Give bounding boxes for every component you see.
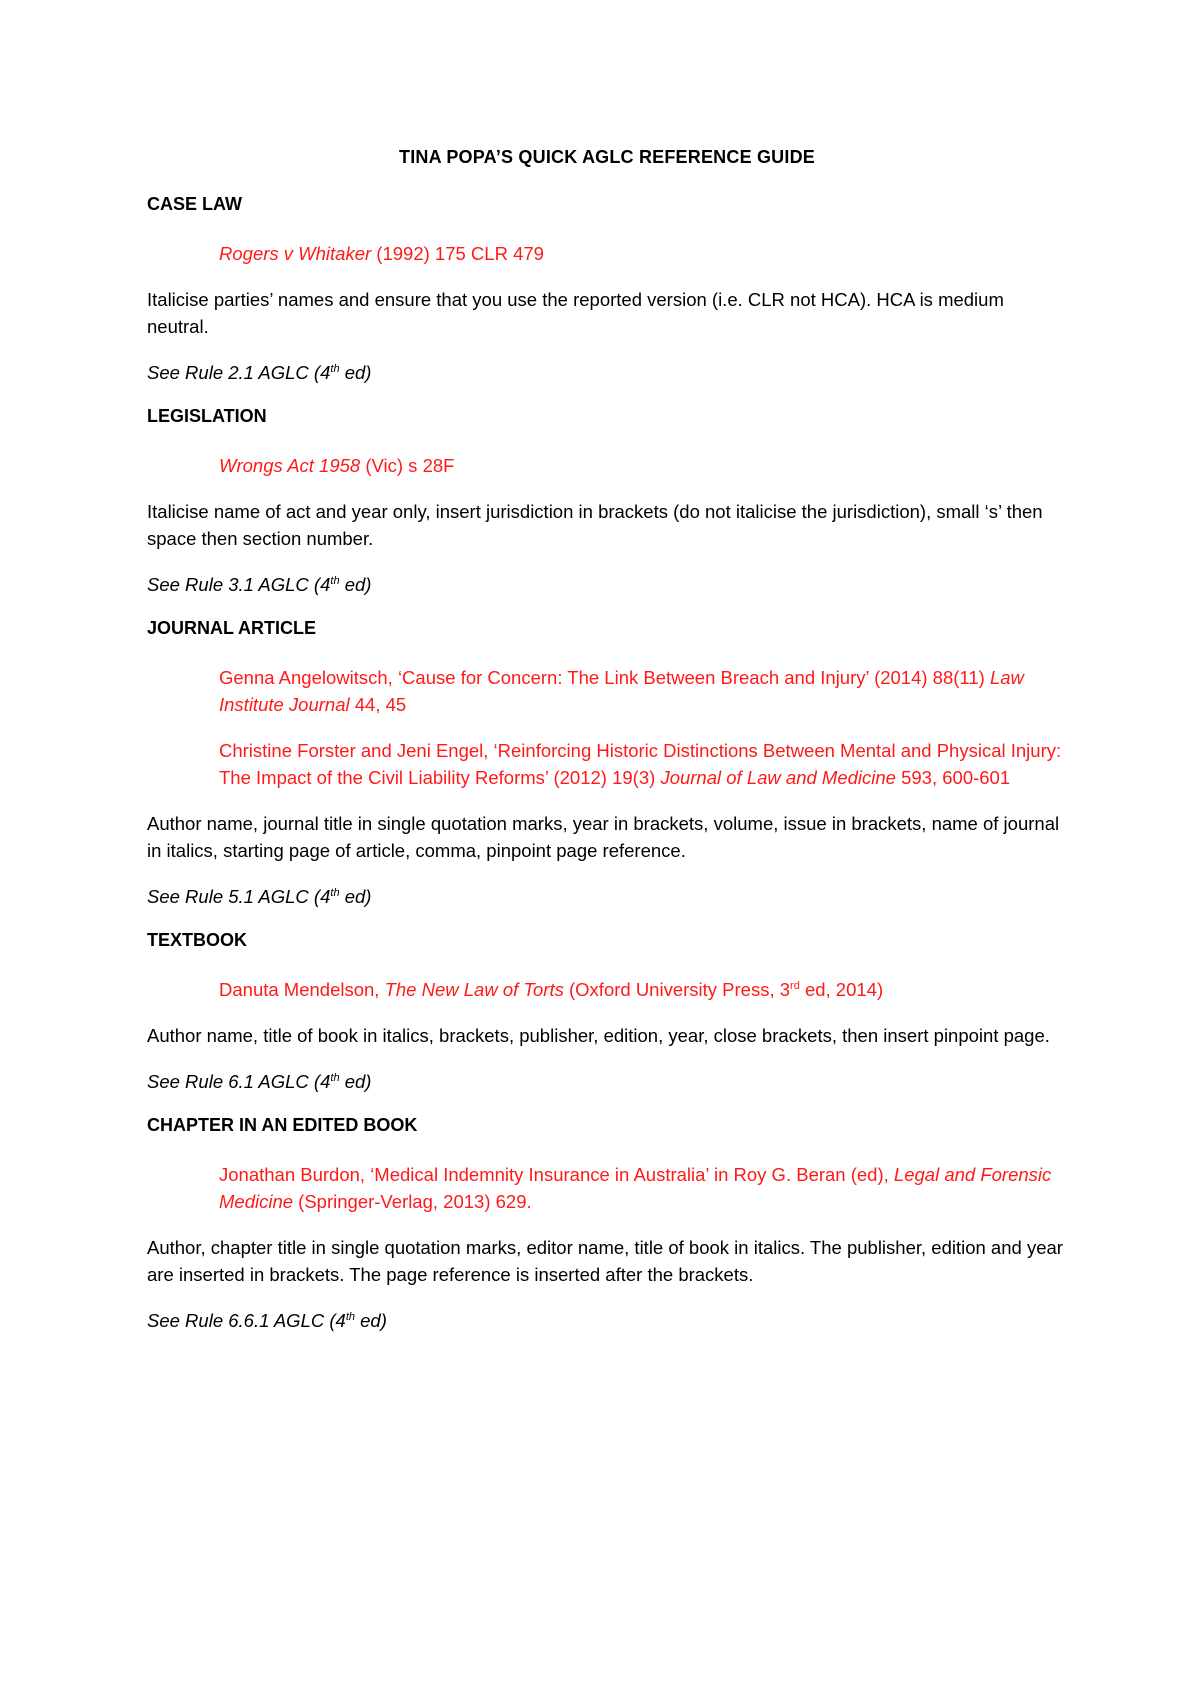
case-law-description: Italicise parties’ names and ensure that you use the reported version (i.e. CLR not HCA). HCA is medium neutral. bbox=[147, 289, 1004, 337]
textbook-rule-reference bbox=[147, 1068, 1067, 1095]
rule-text: See Rule 2.1 AGLC (4 bbox=[147, 362, 331, 383]
rule-text: See Rule 3.1 AGLC (4 bbox=[147, 574, 331, 595]
section-heading-textbook: TEXTBOOK bbox=[147, 930, 248, 950]
journal-description: Author name, journal title in single quotation marks, year in brackets, volume, issue in brackets, name of journal in italics, starting page of article, comma, pinpoint page reference. bbox=[147, 813, 1060, 861]
book-title: Legal and Forensic Medicine bbox=[219, 1164, 1052, 1212]
rule-text: See Rule 6.6.1 AGLC (4 bbox=[147, 1310, 346, 1331]
act-name: Wrongs Act 1958 bbox=[219, 455, 361, 476]
rule-text: See Rule 6.1 AGLC (4 bbox=[147, 1071, 331, 1092]
chapter-description: Author, chapter title in single quotation marks, editor name, title of book in italics. The publisher, edition and year are inserted in brackets. The page reference is inserted after the brackets. bbox=[147, 1237, 1063, 1285]
chapter-rule-reference bbox=[147, 1307, 1067, 1334]
case-parties: Rogers v Whitaker bbox=[219, 243, 372, 264]
textbook-description: Author name, title of book in italics, brackets, publisher, edition, year, close brackets, then insert pinpoint page. bbox=[147, 1025, 1050, 1046]
citation-lead: Genna Angelowitsch, ‘Cause for Concern: The Link Between Breach and Injury’ (2014) 88(11) bbox=[219, 667, 990, 688]
rule-text-end: ed) bbox=[339, 886, 372, 907]
rule-ordinal: th bbox=[330, 887, 340, 899]
case-law-citation bbox=[219, 240, 1067, 267]
citation-year: ed, 2014) bbox=[799, 979, 884, 1000]
journal-rule-reference bbox=[147, 883, 1067, 910]
page-title: TINA POPA’S QUICK AGLC REFERENCE GUIDE bbox=[399, 147, 815, 167]
document-body bbox=[147, 146, 1067, 1353]
legislation-description: Italicise name of act and year only, insert jurisdiction in brackets (do not italicise the jurisdiction), small ‘s’ then space then section number. bbox=[147, 501, 1043, 549]
act-section: (Vic) s 28F bbox=[360, 455, 455, 476]
rule-ordinal: th bbox=[330, 1072, 340, 1084]
citation-pages: 44, 45 bbox=[349, 694, 407, 715]
section-heading-legislation: LEGISLATION bbox=[147, 406, 267, 426]
section-heading-case-law: CASE LAW bbox=[147, 194, 243, 214]
citation-publisher: (Oxford University Press, 3 bbox=[563, 979, 791, 1000]
edition-ordinal: rd bbox=[790, 980, 800, 992]
case-law-rule-reference bbox=[147, 359, 1067, 386]
rule-text-end: ed) bbox=[355, 1310, 387, 1331]
case-report: (1992) 175 CLR 479 bbox=[371, 243, 544, 264]
citation-author: Danuta Mendelson, bbox=[219, 979, 385, 1000]
textbook-citation bbox=[219, 976, 1067, 1003]
section-heading-chapter: CHAPTER IN AN EDITED BOOK bbox=[147, 1115, 418, 1135]
chapter-citation bbox=[219, 1161, 1067, 1215]
rule-text-end: ed) bbox=[339, 362, 372, 383]
journal-citation-1 bbox=[219, 664, 1067, 718]
rule-ordinal: th bbox=[330, 575, 340, 587]
citation-lead: Christine Forster and Jeni Engel, ‘Reinforcing Historic Distinctions Between Mental and Physical Injury: The Impact of the Civil Liability Reforms’ (2012) 19(3) bbox=[219, 740, 1062, 788]
rule-text-end: ed) bbox=[339, 1071, 372, 1092]
rule-ordinal: th bbox=[345, 1311, 355, 1323]
rule-ordinal: th bbox=[330, 363, 340, 375]
citation-publisher: (Springer-Verlag, 2013) 629. bbox=[293, 1191, 532, 1212]
journal-name: Law Institute Journal bbox=[219, 667, 1024, 715]
book-title: The New Law of Torts bbox=[384, 979, 564, 1000]
journal-citation-2 bbox=[219, 737, 1067, 791]
section-heading-journal-article: JOURNAL ARTICLE bbox=[147, 618, 317, 638]
citation-pages: 593, 600-601 bbox=[895, 767, 1011, 788]
rule-text: See Rule 5.1 AGLC (4 bbox=[147, 886, 331, 907]
citation-lead: Jonathan Burdon, ‘Medical Indemnity Insurance in Australia’ in Roy G. Beran (ed), bbox=[219, 1164, 894, 1185]
journal-name: Journal of Law and Medicine bbox=[660, 767, 896, 788]
rule-text-end: ed) bbox=[339, 574, 372, 595]
legislation-citation bbox=[219, 452, 1067, 479]
legislation-rule-reference bbox=[147, 571, 1067, 598]
